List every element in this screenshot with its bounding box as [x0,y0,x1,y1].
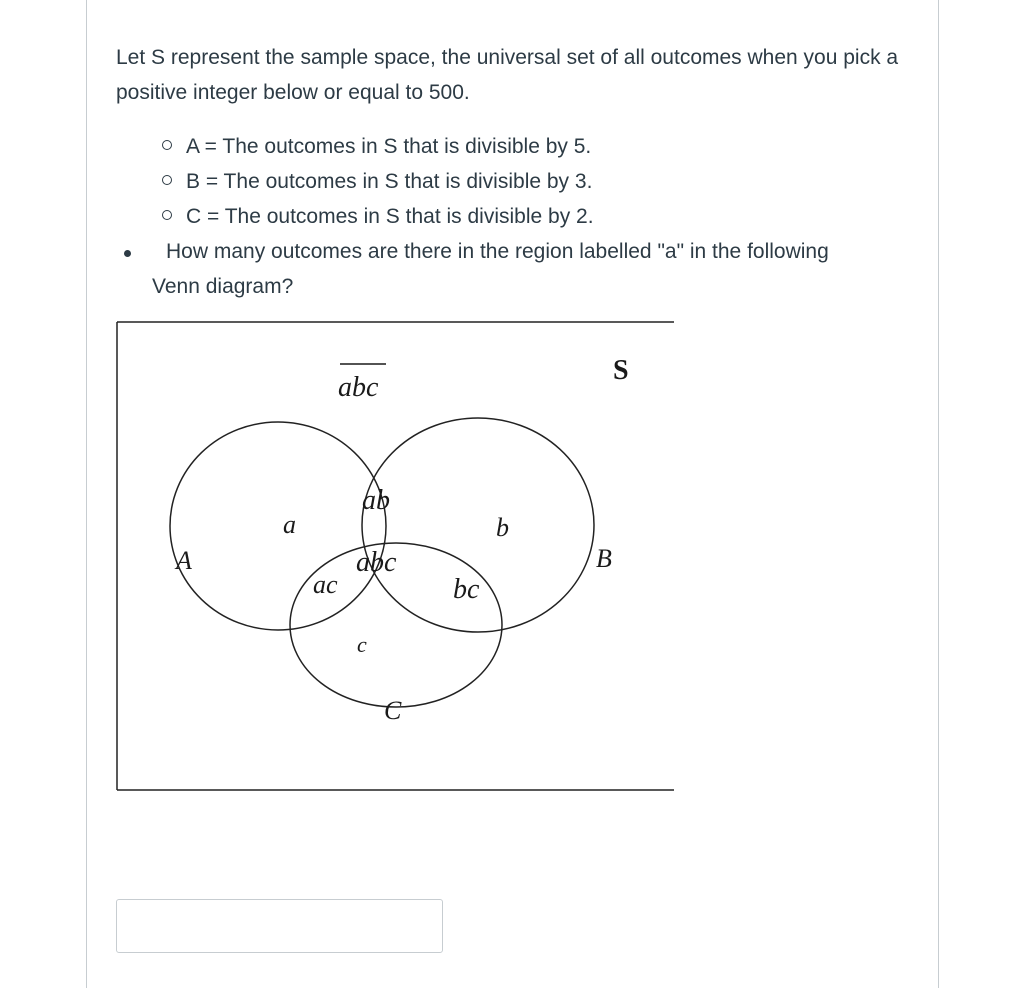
region-label-c: c [357,632,367,657]
set-c-label: C [384,696,402,725]
set-definition-b [162,164,592,199]
set-definition-text: A = The outcomes in S that is divisible by 5. [186,135,592,158]
region-label-b: b [496,513,509,542]
venn-diagram [116,321,676,793]
set-a-circle [170,422,386,630]
region-label-a: a [283,510,296,539]
set-definition-a [162,129,591,164]
question-prompt-continued: Venn diagram? [152,275,294,298]
set-definition-text: C = The outcomes in S that is divisible by 2. [186,205,594,228]
circle-bullet-icon [162,175,172,185]
region-label-bc: bc [453,574,480,605]
question-prompt: How many outcomes are there in the region labelled "a" in the following [166,240,829,263]
region-label-ac: ac [313,570,338,599]
universe-label: S [613,355,629,386]
region-label-abc: abc [356,547,397,578]
region-label-complement: abc [338,372,379,403]
circle-bullet-icon [162,140,172,150]
answer-input[interactable] [116,899,443,953]
question-intro: Let S represent the sample space, the universal set of all outcomes when you pick a positive integer below or equal to 500. [116,46,899,104]
set-a-label: A [176,546,192,575]
region-label-ab: ab [362,485,390,516]
circle-bullet-icon [162,210,172,220]
disc-bullet-icon [124,250,131,257]
set-b-label: B [596,544,612,573]
set-definition-text: B = The outcomes in S that is divisible by 3. [186,170,593,193]
set-definition-c [162,199,594,234]
